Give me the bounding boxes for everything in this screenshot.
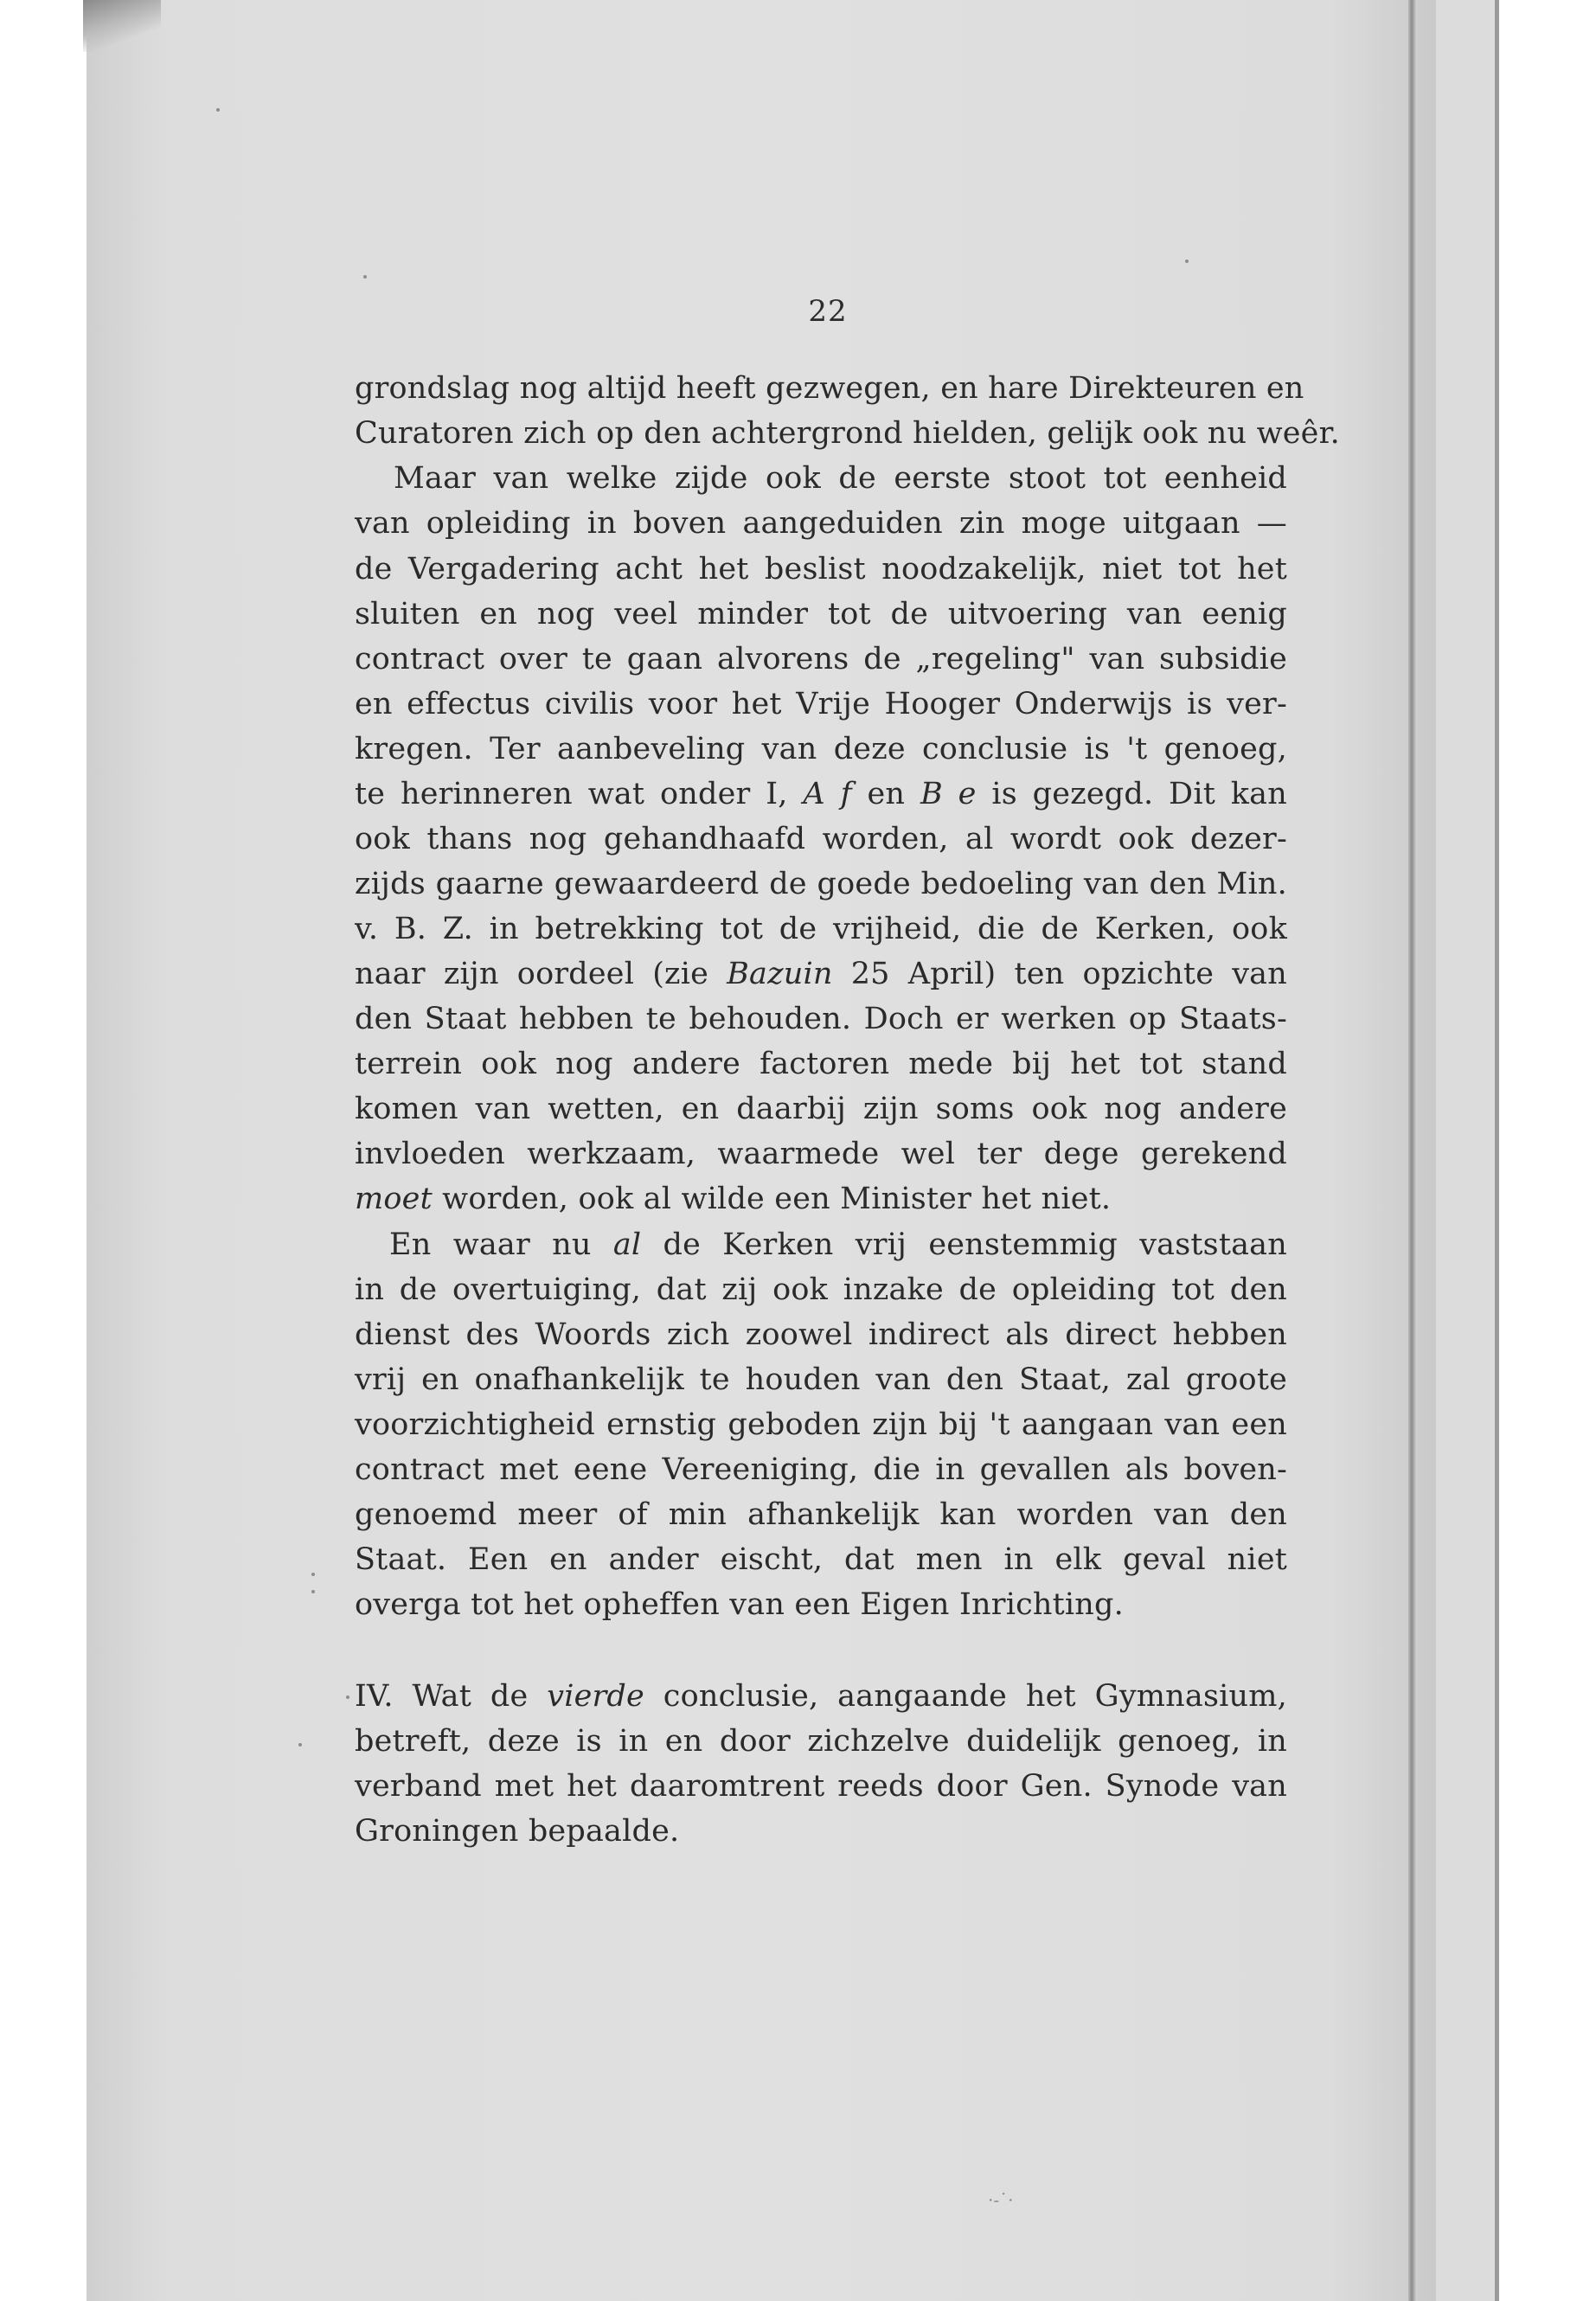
bottom-smudge: ·-˙·: [988, 2189, 1014, 2210]
italic-text: al: [612, 1227, 642, 1262]
back-sheet-edge: [1495, 0, 1499, 2301]
text-line: zijds gaarne gewaardeerd de goede bedoeling van den Min.: [355, 867, 1287, 901]
text-line: grondslag nog altijd heeft gezwegen, en hare Direkteuren en: [355, 371, 1304, 406]
paper-speck: [1185, 260, 1189, 263]
text-segment: naar zijn oordeel (zie: [355, 957, 727, 991]
back-sheet: [1436, 0, 1497, 2301]
text-line: [355, 1677, 1287, 1715]
text-line: dienst des Woords zich zoowel indirect als direct hebben: [355, 1317, 1287, 1352]
paper-speck: [363, 275, 367, 279]
text-line: invloeden werkzaam, waarmede wel ter dege gerekend: [355, 1137, 1287, 1171]
text-line: verband met het daaromtrent reeds door Gen. Synode van: [355, 1769, 1287, 1804]
paper-speck: [311, 1573, 315, 1576]
text-segment: IV. Wat de: [355, 1679, 548, 1714]
paper-speck: [311, 1590, 315, 1593]
text-segment: worden, ook al wilde een Minister het niet.: [432, 1182, 1112, 1216]
text-segment: En waar nu: [389, 1227, 613, 1262]
italic-text: B e: [920, 777, 977, 811]
text-line: in de overtuiging, dat zij ook inzake de opleiding tot den: [355, 1272, 1287, 1307]
italic-text: vierde: [547, 1679, 644, 1714]
text-line: kregen. Ter aanbeveling van deze conclusie is 't genoeg,: [355, 732, 1287, 766]
text-line: v. B. Z. in betrekking tot de vrijheid, die de Kerken, ook: [355, 912, 1287, 946]
text-line: sluiten en nog veel minder tot de uitvoering van eenig: [355, 597, 1287, 631]
text-segment: 25 April) ten opzichte van: [832, 957, 1287, 991]
italic-text: moet: [355, 1182, 433, 1216]
text-line: contract over te gaan alvorens de „regeling" van subsidie: [355, 642, 1287, 676]
text-line: genoemd meer of min afhankelijk kan worden van den: [355, 1497, 1287, 1532]
paper-speck: [298, 1743, 302, 1747]
page-edge-shadow: [1408, 0, 1417, 2301]
text-line: ook thans nog gehandhaafd worden, al wordt ook dezer-: [355, 822, 1287, 856]
text-line: Maar van welke zijde ook de eerste stoot tot eenheid: [394, 461, 1287, 496]
text-line: en effectus civilis voor het Vrije Hooger Onderwijs is ver-: [355, 687, 1287, 721]
text-line: voorzichtigheid ernstig geboden zijn bij 't aangaan van een: [355, 1407, 1287, 1442]
page-number: 22: [808, 294, 848, 329]
text-line: [389, 1226, 1287, 1264]
text-line: terrein ook nog andere factoren mede bij het tot stand: [355, 1047, 1287, 1081]
text-line: Curatoren zich op den achtergrond hielden, gelijk ook nu weêr.: [355, 416, 1340, 451]
text-line: komen van wetten, en daarbij zijn soms ook nog andere: [355, 1092, 1287, 1126]
text-line: contract met eene Vereeniging, die in gevallen als boven-: [355, 1452, 1287, 1487]
text-line: den Staat hebben te behouden. Doch er werken op Staats-: [355, 1002, 1287, 1036]
text-line: overga tot het opheffen van een Eigen Inrichting.: [355, 1587, 1124, 1622]
text-segment: conclusie, aangaande het Gymnasium,: [644, 1679, 1287, 1714]
text-line: Staat. Een en ander eischt, dat men in elk geval niet: [355, 1542, 1287, 1577]
italic-text: A f: [803, 777, 852, 811]
text-segment: de Kerken vrij eenstemmig vaststaan: [641, 1227, 1287, 1262]
paper-speck: [216, 108, 220, 112]
text-segment: te herinneren wat onder I,: [355, 777, 804, 811]
text-line: vrij en onafhankelijk te houden van den Staat, zal groote: [355, 1362, 1287, 1397]
text-line: [355, 775, 1287, 813]
text-line: Groningen bepaalde.: [355, 1814, 680, 1849]
text-line: van opleiding in boven aangeduiden zin moge uitgaan —: [355, 506, 1287, 541]
text-segment: en: [851, 777, 920, 811]
text-line: [355, 1180, 1287, 1218]
italic-text: Bazuin: [727, 957, 833, 991]
paper-speck: [346, 1695, 349, 1699]
text-segment: is gezegd. Dit kan: [976, 777, 1287, 811]
text-line: de Vergadering acht het beslist noodzakelijk, niet tot het: [355, 552, 1287, 586]
text-line: betreft, deze is in en door zichzelve duidelijk genoeg, in: [355, 1724, 1287, 1759]
text-line: [355, 955, 1287, 993]
